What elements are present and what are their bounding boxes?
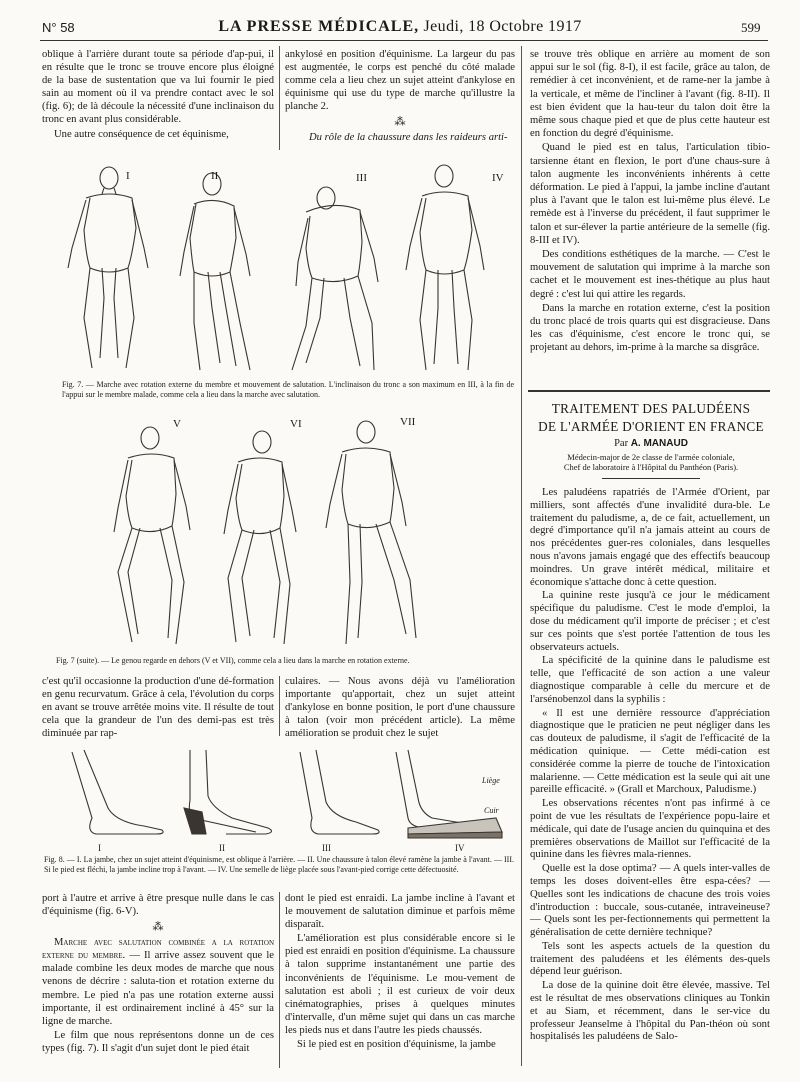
human-figure-ii — [180, 173, 250, 370]
paragraph: La dose de la quinine doit être élevée, massive. Tel est le résultat de mes observations cliniques au Tonkin et au Siam, et récemment, dans le ser-vice du professeur Jeanselme à l'hôpital du Pan-théon où sont hospitalisés les paludéens de Salo- — [530, 979, 770, 1043]
insole-label-cork: Liège — [482, 776, 500, 785]
human-figure-v — [114, 427, 190, 644]
figure-label: II — [219, 843, 225, 853]
paragraph: Quelle est la dose optima? — A quels inter-valles de temps les doses doivent-elles être espa-cées? — Quelles sont les indications de chacune des trois voies d'introduction : buccale, sous-cutanée, intraveineuse? — Quels sont les per-fectionnements qui permettent la généralisation de cette dernière technique? — [530, 862, 770, 939]
article-title-line1: TRAITEMENT DES PALUDÉENS — [551, 401, 751, 416]
column-divider — [279, 892, 280, 1068]
figure-7-suite-caption: Fig. 7 (suite). — Le genou regarde en dehors (V et VII), comme cela a lieu dans la marche en rotation externe. — [56, 656, 410, 665]
paragraph: dont le pied est enraidi. La jambe incline à l'avant et le mouvement de salutation diminue et parfois même disparaît. — [285, 893, 515, 931]
figure-label: VI — [290, 418, 302, 430]
foot-iii — [300, 750, 379, 834]
paragraph: c'est qu'il occasionne la production d'une dé-formation en genu recurvatum. Grâce à cela, l'évolution du corps en avant se trouve arrêtée moins vite. Il résulte de tout cela que la grandeur de l'un des demi-pas est très diminuée par rap- — [42, 676, 274, 740]
human-figure-iii — [292, 187, 378, 370]
affiliation-line: Chef de laboratoire à l'Hôpital du Panthéon (Paris). — [563, 462, 739, 472]
figure-label: VII — [400, 416, 416, 428]
byline-prefix: Par — [614, 438, 631, 449]
paragraph: La spécificité de la quinine dans le paludisme est telle, que l'efficacité de son action a une valeur diagnostique comparable à celle du mercure et de l'arsénobenzol dans la syphilis : — [530, 654, 770, 705]
paragraph: — Il arrive assez souvent que le malade combine les deux modes de marche que nous venons de décrire : saluta-tion et rotation externe du membre. Le pied n'a pas une rotation externe aussi importante, il est ordinairement incliné à 45° sur la ligne de marche. — [42, 950, 274, 1027]
issue-number: N° 58 — [42, 20, 75, 35]
paragraph: Dans la marche en rotation externe, c'est la position du tronc placé de trois quarts qui est disgracieuse. Dans les cas d'équinisme, c'est encore le tronc qui, se projetant au dehors, im-prime à la marche sa disgrâce. — [530, 302, 770, 354]
figure-label: II — [211, 170, 219, 182]
figure-7-walking-sequence — [44, 158, 514, 376]
insole-label-leather: Cuir — [484, 806, 499, 815]
foot-ii-heeled-shoe — [184, 750, 272, 834]
figure-8-feet — [56, 748, 514, 840]
figure-8-drawing — [56, 748, 514, 840]
figure-label: III — [322, 843, 331, 853]
article-2-body — [530, 486, 770, 1044]
bottom-left-column — [42, 892, 274, 1056]
section-heading: Du rôle de la chaussure dans les raideurs arti- — [309, 132, 508, 144]
paragraph: Des conditions esthétiques de la marche. — C'est le mouvement de salutation qui imprime à la marche son cachet et le mouvement est ines-thétique au plus haut degré : c'est lui qui attire les regards. — [530, 249, 770, 300]
bottom-middle-column — [285, 892, 515, 1052]
paragraph: Tels sont les aspects actuels de la question du traitement des paludéens et les éléments des-quels dépend leur guérison. — [530, 939, 770, 978]
figure-label: III — [356, 172, 367, 184]
article-separator — [528, 390, 770, 392]
figure-7-suite — [110, 412, 420, 650]
journal-title: LA PRESSE MÉDICALE, — [218, 18, 420, 35]
paragraph: oblique à l'arrière durant toute sa période d'ap-pui, il en résulte que le tronc se trouve encore plus éloigné de la base de sustentation que va lui fournir le pied sain au moment où il va prendre contact avec le sol (fig. 6); de là découle la nécessité d'une inclinaison du tronc en avant plus considérable. — [42, 49, 274, 126]
journal-header — [0, 18, 800, 36]
figure-label: IV — [492, 172, 504, 184]
figure-7-caption: Fig. 7. — Marche avec rotation externe du membre et mouvement de salutation. L'inclinaison du tronc a son maximum en III, à la fin de l'appui sur le membre malade, comme cela a lieu dans la marche avec salutation. — [62, 380, 514, 400]
paragraph: Les observations récentes n'ont pas infirmé à ce point de vue les résultats de l'expérience popu-laire et médicale, qui date de l'usage ancien du quinquina et des premières observations de Maillot sur l'efficacité de la quinine dans les fièvres mala-riennes. — [530, 797, 770, 861]
page-number: 599 — [741, 20, 761, 35]
paragraph: L'amélioration est plus considérable encore si le pied est enraidi en position d'équinisme. La chaussure à talon supprime instantanément une partie des inconvénients de l'équinisme. Le mou-vement de salutation est aboli ; il est curieux de voir deux cinématographies, prises à quelques minutes d'intervalle, d'un même sujet qui dans un cas marche les pieds nus et dans l'autre les pieds chaussés. — [285, 933, 515, 1036]
column-divider — [279, 676, 280, 736]
byline — [532, 438, 770, 449]
paragraph: Quand le pied est en talus, l'articulation tibio-tarsienne étant en flexion, le port d'une chaus-sure à talon augmente les inconvénients inhérents à cette déformation. Le pied à l'appui, la jambe incline d'autant plus à l'avant que le talon est lui-même plus élevé. Le remède est à l'inverse du précédent, il faut supprimer le talon et sur-élever la partie antérieure de la semelle (fig. 8-III et IV). — [530, 142, 770, 246]
issue-date: Jeudi, 18 Octobre 1917 — [419, 18, 582, 35]
paragraph: culaires. — Nous avons déjà vu l'amélioration importante qu'apportait, chez un sujet atteint d'ankylose en bonne position, le port d'une chaussure à talon (voir mon précédent article). La même amélioration se produit chez le sujet — [285, 676, 515, 740]
human-figure-vii — [326, 421, 416, 644]
foot-iv-cork-sole — [396, 750, 502, 838]
top-middle-column — [285, 48, 515, 146]
byline-rule — [602, 478, 700, 479]
section-separator: ⁂ — [394, 116, 406, 129]
section-heading: Marche avec salutation combinée a la rotation externe du membre. — [42, 937, 274, 962]
middle-left-column — [42, 675, 274, 741]
paragraph: « Il est une dernière ressource d'appréciation diagnostique que le praticien ne peut négliger dans les cas douteux de paludisme, il s'agit de l'efficacité de la médication quinique. — Cette médi-cation est considérée comme la pierre de touche de l'intoxication malarienne. — Cette médication est la seule qui ait une pareille efficacité. » (Grall et Marchoux, Paludisme.) — [530, 706, 770, 796]
author-name: A. MANAUD — [630, 438, 688, 449]
figure-label: IV — [455, 843, 465, 853]
paragraph: port à l'autre et arrive à être presque nulle dans le cas d'équinisme (fig. 6-V). — [42, 893, 274, 918]
figure-label: I — [98, 843, 101, 853]
affiliation-line: Médecin-major de 2e classe de l'armée coloniale, — [567, 452, 735, 462]
paragraph: Les paludéens rapatriés de l'Armée d'Orient, par milliers, sont affectés d'une invalidité dura-ble. Le traitement du paludisme, a, de ce fait, actuellement, un degré d'importance qu'il n'a jamais atteint au cours de nos précédentes guer-res coloniales, dans lesquelles nous n'avons jamais engagé que des effectifs beaucoup moindres. Un grave intérêt médical, militaire et économique s'attache donc à cette question. — [530, 486, 770, 588]
human-figure-i — [68, 167, 148, 368]
column-divider — [279, 46, 280, 150]
foot-i — [72, 750, 163, 834]
figure-label: V — [173, 418, 181, 430]
right-column-top — [530, 48, 770, 356]
author-affiliation — [532, 452, 770, 472]
paragraph: Si le pied est en position d'équinisme, la jambe — [297, 1039, 496, 1051]
section-separator: ⁂ — [152, 921, 164, 934]
column-divider — [521, 46, 522, 1066]
figure-label: I — [126, 170, 130, 182]
human-figure-iv — [406, 165, 484, 370]
human-figure-vi — [224, 431, 296, 644]
middle-right-column — [285, 675, 515, 741]
paragraph: ankylosé en position d'équinisme. La largeur du pas est augmentée, le corps est penché du côté malade comme cela a lieu chez un sujet atteint d'ankylose en équinisme qui use du type de marche qu'illustre la planche 2. — [285, 49, 515, 113]
figure-7-suite-drawing — [110, 412, 420, 650]
paragraph: Une autre conséquence de cet équinisme, — [54, 128, 229, 140]
paragraph: se trouve très oblique en arrière au moment de son appui sur le sol (fig. 8-I), il est facile, grâce au talon, de remédier à cet inconvénient, et de rame-ner la jambe à la verticale, et même de l'incliner à l'avant (fig. 8-II). Il est bien évident que la hau-teur du talon doit être la même sous chaque pied et que de plus cette hauteur est en fonction du degré d'équinisme. — [530, 49, 770, 140]
paragraph: La quinine reste jusqu'à ce jour le médicament spécifique du paludisme. C'est le mode d'emploi, la dose du médicament qu'il importe de préciser ; et c'est sur ces points que s'est portée l'attention de tous les observateurs actuels. — [530, 589, 770, 653]
top-left-column — [42, 48, 274, 142]
figure-8-caption: Fig. 8. — I. La jambe, chez un sujet atteint d'équinisme, est oblique à l'arrière. — II. Une chaussure à talon élevé ramène la jambe à l'avant. — III. Si le pied est fléchi, la jambe incline trop à l'avant. — IV. Une semelle de liège placée sous l'avant-pied corrige cette défectuosité. — [44, 855, 514, 875]
figure-7-drawing — [44, 158, 514, 376]
header-rule — [40, 40, 768, 41]
article-title-line2: DE L'ARMÉE D'ORIENT EN FRANCE — [538, 419, 764, 434]
paragraph: Le film que nous représentons donne un de ces types (fig. 7). Il s'agit d'un sujet dont le pied était — [42, 1029, 274, 1054]
